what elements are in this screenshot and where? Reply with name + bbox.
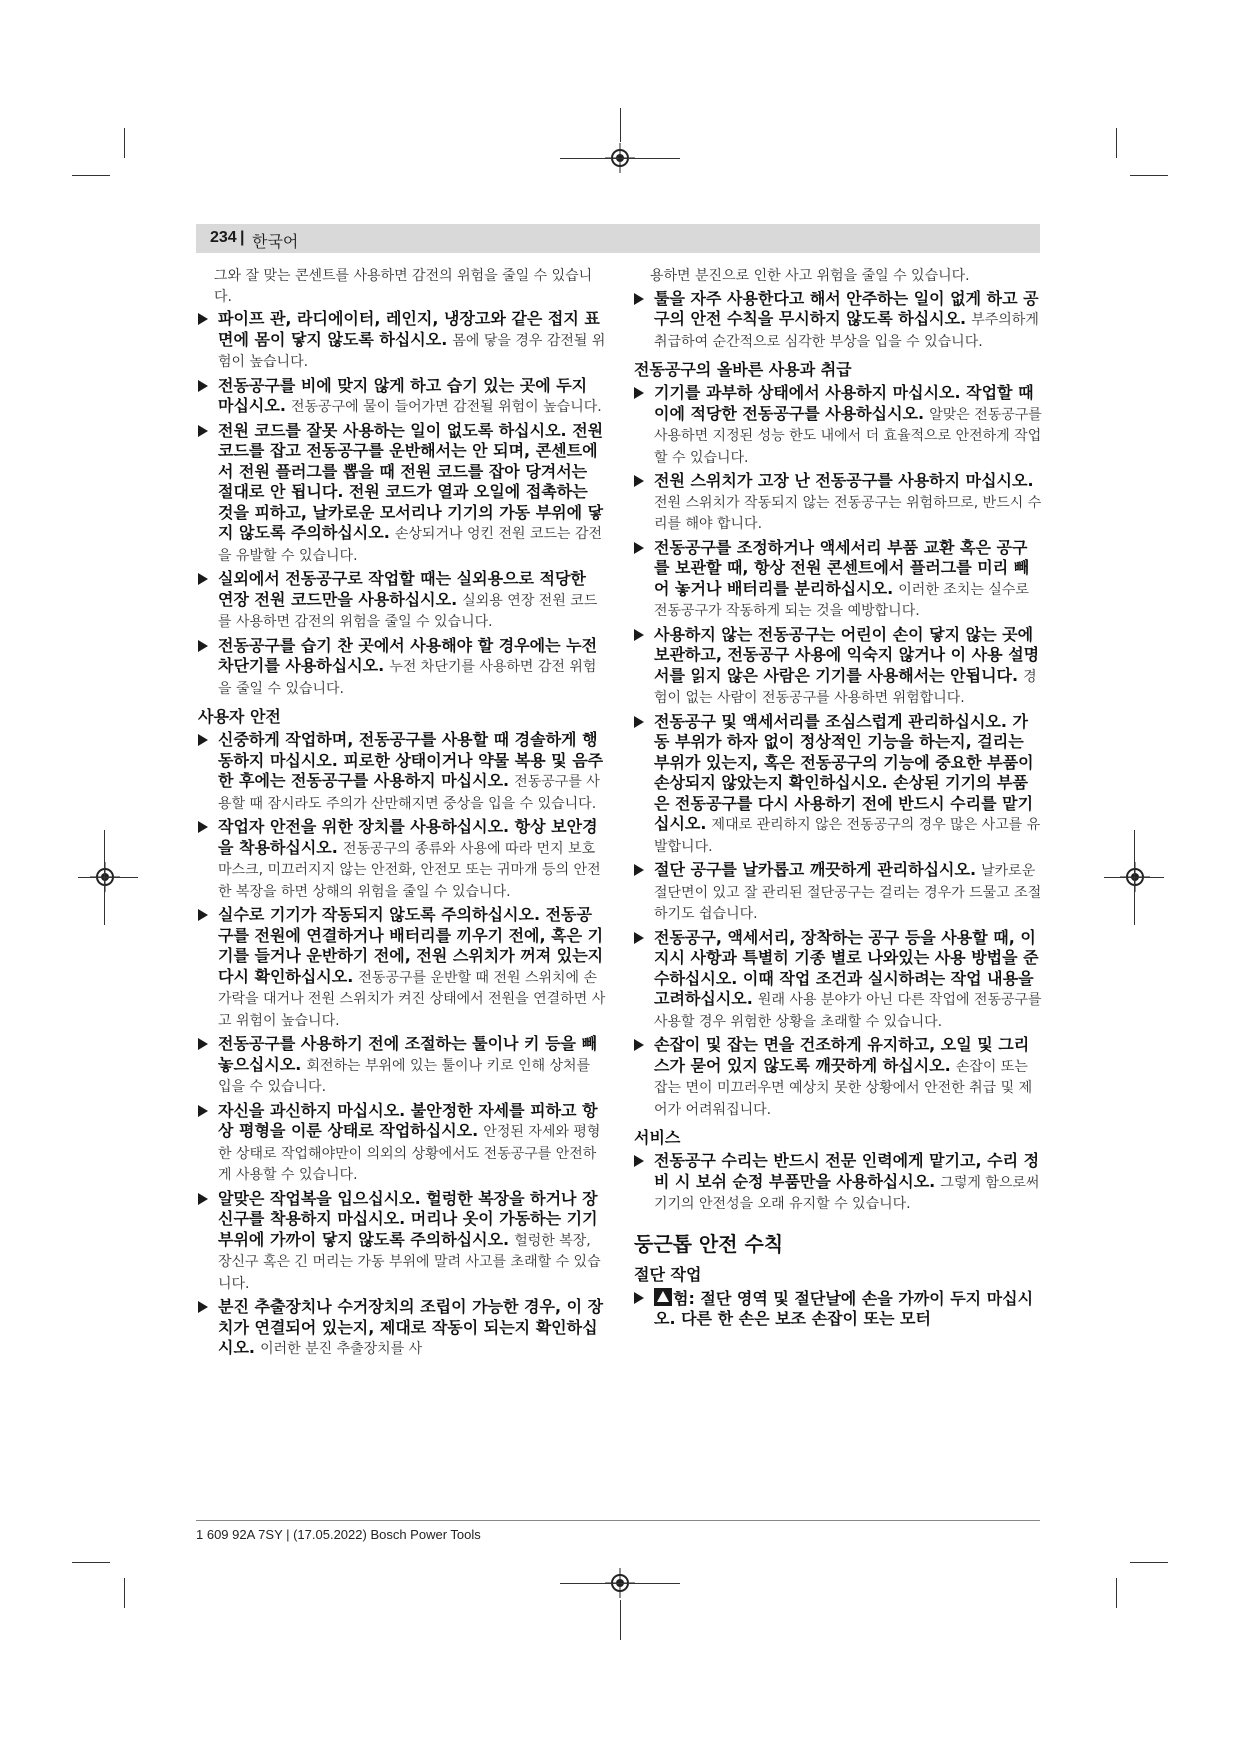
item-text: 실외용 연장 전원 코드를 사용하면 감전의 위험을 줄일 수 있습니다. [218,592,598,630]
danger-item [634,1288,1042,1330]
bullet-triangle-icon [198,1038,208,1050]
item-bold: 신중하게 작업하며, 전동공구를 사용할 때 경솔하게 행동하지 마십시오. 피로한 상태이거나 약물 복용 및 음주한 후에는 전동공구를 사용하지 마십시오. [218,730,604,790]
item-text: 헐렁한 복장, 장신구 혹은 긴 머리는 가동 부위에 말려 사고를 초래할 수 있습니다. [218,1232,601,1292]
list-item [198,421,606,567]
list-item [634,538,1042,622]
list-item [198,1101,606,1186]
registration-line [560,158,680,159]
crop-mark [1130,175,1168,176]
list-item [198,1034,606,1098]
section-title: 서비스 [634,1128,681,1147]
item-bold: 자신을 과신하지 마십시오. 불안정한 자세를 피하고 항상 평형을 이룬 상태로 작업하십시오. [218,1100,598,1140]
bullet-triangle-icon [634,1292,644,1304]
list-item [634,625,1042,709]
page-header [196,224,1040,253]
item-bold: 절단 공구를 날카롭고 깨끗하게 관리하십시오. [654,860,977,879]
bullet-triangle-icon [198,1193,208,1205]
bullet-triangle-icon [198,313,208,325]
list-item [634,383,1042,468]
section-title: 사용자 안전 [198,707,281,726]
item-text: 이러한 조치는 실수로 전동공구가 작동하게 되는 것을 예방합니다. [654,581,1029,619]
item-bold: 전동공구, 액세서리, 장착하는 공구 등을 사용할 때, 이 지시 사항과 특별히 기종 별로 나와있는 사용 방법을 준수하십시오. 이때 작업 조건과 실시하려는 작업 내용을 고려하십시오. [654,927,1039,1008]
item-bold: 손잡이 및 잡는 면을 건조하게 유지하고, 오일 및 그리스가 묻어 있지 않도록 깨끗하게 하십시오. [654,1035,1030,1075]
footer-divider [196,1520,1040,1521]
registration-line [620,108,621,142]
bullet-triangle-icon [198,1301,208,1313]
item-bold: 전원 스위치가 고장 난 전동공구를 사용하지 마십시오. [654,471,1034,490]
bullet-triangle-icon [198,640,208,652]
bullet-triangle-icon [634,629,644,641]
item-text: 그렇게 함으로써 기기의 안전성을 오래 유지할 수 있습니다. [654,1174,1040,1212]
item-text: 전동공구에 물이 들어가면 감전될 위험이 높습니다. [291,399,602,415]
crop-mark [72,175,110,176]
list-item [198,1297,606,1360]
item-bold: 전동공구 및 액세서리를 조심스럽게 관리하십시오. 가동 부위가 하자 없이 정상적인 기능을 하는지, 걸리는 부위가 있는지, 혹은 전동공구의 기능에 중요한 부품이 손상되지 않았는지 확인하십시오. 손상된 기기의 부품은 전동공구를 다시 사용하기 전에 반드시 수리를 맡기십시오. [654,711,1034,833]
item-text: 전동공구를 사용할 때 잠시라도 주의가 산만해지면 중상을 입을 수 있습니다. [218,774,600,812]
bullet-triangle-icon [198,1105,208,1117]
page-number: 234 [210,229,237,246]
item-bold: 기기를 과부하 상태에서 사용하지 마십시오. 작업할 때 이에 적당한 전동공구를 사용하십시오. [654,383,1034,423]
item-text: 전동공구의 종류와 사용에 따라 먼지 보호 마스크, 미끄러지지 않는 안전화, 안전모 또는 귀마개 등의 안전한 복장을 하면 상해의 위험을 줄일 수 있습니다. [218,840,601,900]
list-item [634,1151,1042,1215]
item-bold: 알맞은 작업복을 입으십시오. 헐렁한 복장을 하거나 장신구를 착용하지 마십시오. 머리나 옷이 가동하는 기기 부위에 가까이 닿지 않도록 주의하십시오. [218,1188,598,1249]
item-bold: 툴을 자주 사용한다고 해서 안주하는 일이 없게 하고 공구의 안전 수칙을 무시하지 않도록 하십시오. [654,288,1039,328]
item-text: 전원 스위치가 작동되지 않는 전동공구는 위험하므로, 반드시 수리를 해야 합니다. [654,494,1042,532]
item-bold: 분진 추출장치나 수거장치의 조립이 가능한 경우, 이 장치가 연결되어 있는지, 제대로 작동이 되는지 확인하십시오. [218,1297,604,1357]
list-item [198,376,606,418]
list-item [634,712,1042,858]
bullet-triangle-icon [634,1155,644,1167]
crop-mark [1130,1562,1168,1563]
continuation-text: 용하면 분진으로 인한 사고 위험을 줄일 수 있습니다. [650,268,970,284]
registration-line [560,1583,680,1584]
registration-line [620,1600,621,1640]
bullet-triangle-icon [634,293,644,305]
item-bold: 사용하지 않는 전동공구는 어린이 손이 닿지 않는 곳에 보관하고, 전동공구 사용에 익숙지 않거나 이 사용 설명서를 읽지 않은 사람은 기기를 사용해서는 안됩니다. [654,624,1040,685]
bullet-triangle-icon [634,542,644,554]
registration-line [1104,877,1164,878]
list-item [198,309,606,373]
list-item [634,289,1042,353]
item-bold: 전원 코드를 잘못 사용하는 일이 없도록 하십시오. 전원 코드를 잡고 전동공구를 운반해서는 안 되며, 콘센트에서 전원 플러그를 뽑을 때 전원 코드를 잡아 당겨서는 절대로 안 됩니다. 전원 코드가 열과 오일에 접촉하는 것을 피하고, 날카로운 모서리나 기기의 가동 부위에 닿지 않도록 주의하십시오. [218,420,604,542]
header-separator: | [240,229,245,246]
crop-mark [1116,1578,1117,1608]
bullet-triangle-icon [198,573,208,585]
registration-line [78,877,138,878]
item-text: 전동공구를 운반할 때 전원 스위치에 손가락을 대거나 전원 스위치가 켜진 상태에서 전원을 연결하면 사고 위험이 높습니다. [218,969,606,1029]
bullet-triangle-icon [198,380,208,392]
item-bold: 전동공구를 습기 찬 곳에서 사용해야 할 경우에는 누전 차단기를 사용하십시오. [218,635,598,675]
bullet-triangle-icon [198,821,208,833]
header-language: 한국어 [252,232,299,251]
item-text: 손잡이 또는 잡는 면이 미끄러우면 예상치 못한 상황에서 안전한 취급 및 제어가 어려워집니다. [654,1058,1033,1118]
item-text: 알맞은 전동공구를 사용하면 지정된 성능 한도 내에서 더 효율적으로 안전하게 작업할 수 있습니다. [654,406,1042,466]
section-title: 전동공구의 올바른 사용과 취급 [634,360,852,379]
item-bold: 전동공구를 조정하거나 액세서리 부품 교환 혹은 공구를 보관할 때, 항상 전원 콘센트에서 플러그를 미리 빼어 놓거나 배터리를 분리하십시오. [654,537,1030,598]
list-item [198,569,606,633]
item-text: 회전하는 부위에 있는 툴이나 키로 인해 상처를 입을 수 있습니다. [218,1057,591,1095]
item-text: 손상되거나 엉킨 전원 코드는 감전을 유발할 수 있습니다. [218,526,603,564]
left-column [198,266,606,1363]
item-bold: 전동공구를 사용하기 전에 조절하는 툴이나 키 등을 빼 놓으십시오. [218,1034,598,1074]
item-text: 이러한 분진 추출장치를 사 [260,1341,423,1357]
bullet-triangle-icon [634,932,644,944]
item-text: 몸에 닿을 경우 감전될 위험이 높습니다. [218,332,606,370]
page-footer: 1 609 92A 7SY | (17.05.2022) Bosch Power Tools [196,1527,481,1542]
bullet-triangle-icon [198,909,208,921]
bullet-triangle-icon [198,734,208,746]
list-item [634,860,1042,925]
bullet-triangle-icon [198,425,208,437]
item-bold: 전동공구 수리는 반드시 전문 인력에게 맡기고, 수리 정비 시 보쉬 순정 부품만을 사용하십시오. [654,1151,1040,1191]
item-text: 원래 사용 분야가 아닌 다른 작업에 전동공구를 사용할 경우 위험한 상황을 초래할 수 있습니다. [654,992,1042,1030]
right-column [634,266,1042,1333]
list-item [634,928,1042,1033]
crop-mark [124,1578,125,1608]
bullet-triangle-icon [634,387,644,399]
list-item [198,1189,606,1295]
item-bold: 실외에서 전동공구로 작업할 때는 실외용으로 적당한 연장 전원 코드만을 사용하십시오. [218,569,586,609]
crop-mark [1116,128,1117,158]
bullet-triangle-icon [634,475,644,487]
list-item [198,817,606,902]
list-item [198,636,606,700]
item-bold: 전동공구를 비에 맞지 않게 하고 습기 있는 곳에 두지 마십시오. [218,375,588,415]
crop-mark [72,1562,110,1563]
continuation-text: 그와 잘 맞는 콘센트를 사용하면 감전의 위험을 줄일 수 있습니다. [214,268,593,305]
item-text: 제대로 관리하지 않은 전동공구의 경우 많은 사고를 유발합니다. [654,817,1041,855]
item-bold: 작업자 안전을 위한 장치를 사용하십시오. 항상 보안경을 착용하십시오. [218,817,598,857]
item-bold: 험: 절단 영역 및 절단날에 손을 가까이 두지 마십시오. 다른 한 손은 보조 손잡이 또는 모터 [654,1288,1034,1328]
section-title: 절단 작업 [634,1264,702,1284]
list-item [634,471,1042,535]
item-text: 안정된 자세와 평형한 상태로 작업해야만이 의외의 상황에서도 전동공구를 안전하게 사용할 수 있습니다. [218,1124,601,1183]
list-item [198,905,606,1031]
item-bold: 실수로 기기가 작동되지 않도록 주의하십시오. 전동공구를 전원에 연결하거나 배터리를 끼우기 전에, 혹은 기기를 들거나 운반하기 전에, 전원 스위치가 꺼져 있는지 다시 확인하십시오. [218,905,604,986]
item-bold: 파이프 관, 라디에이터, 레인지, 냉장고와 같은 접지 표면에 몸이 닿지 않도록 하십시오. [218,309,600,349]
item-text: 날카로운 절단면이 있고 잘 관리된 절단공구는 걸리는 경우가 드물고 조절하기도 쉽습니다. [654,863,1042,922]
crop-mark [124,128,125,158]
warning-triangle-icon [654,1288,672,1306]
list-item [198,730,606,814]
item-text: 부주의하게 취급하여 순간적으로 심각한 부상을 입을 수 있습니다. [654,312,1039,350]
item-text: 경험이 없는 사람이 전동공구를 사용하면 위험합니다. [654,668,1037,706]
list-item [634,1035,1042,1120]
item-text: 누전 차단기를 사용하면 감전 위험을 줄일 수 있습니다. [218,659,597,697]
bullet-triangle-icon [634,716,644,728]
bullet-triangle-icon [634,1039,644,1051]
chapter-heading: 둥근톱 안전 수칙 [634,1231,784,1256]
bullet-triangle-icon [634,864,644,876]
